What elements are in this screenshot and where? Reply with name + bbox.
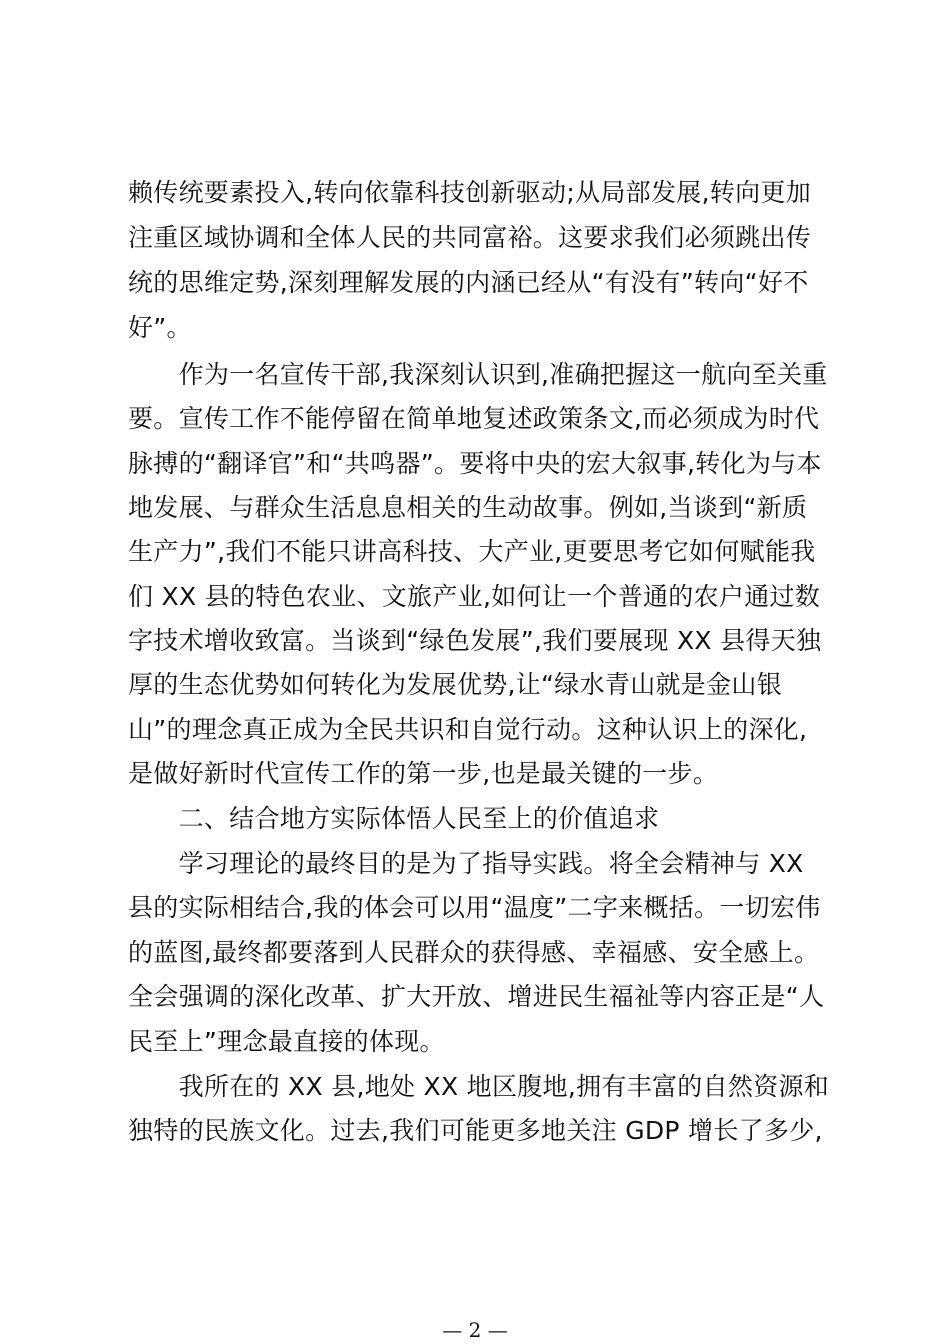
- text-line: 学习理论的最终目的是为了指导实践。将全会精神与 XX: [128, 849, 804, 878]
- text-line: 山”的理念真正成为全民共识和自觉行动。这种认识上的深化,: [128, 715, 808, 744]
- text-line: 独特的民族文化。过去,我们可能更多地关注 GDP 增长了多少,: [128, 1116, 823, 1145]
- text-line: 我所在的 XX 县,地处 XX 地区腹地,拥有丰富的自然资源和: [128, 1072, 830, 1101]
- text-line: 的蓝图,最终都要落到人民群众的获得感、幸福感、安全感上。: [128, 938, 820, 967]
- text-line: 好”。: [128, 313, 192, 342]
- section-heading: 二、结合地方实际体悟人民至上的价值追求: [128, 804, 660, 833]
- text-line: 注重区域协调和全体人民的共同富裕。这要求我们必须跳出传: [128, 223, 812, 252]
- text-line: 赖传统要素投入,转向依靠科技创新驱动;从局部发展,转向更加: [128, 178, 812, 207]
- text-line: 厚的生态优势如何转化为发展优势,让“绿水青山就是金山银: [128, 670, 783, 699]
- text-line: 生产力”,我们不能只讲高科技、大产业,更要思考它如何赋能我: [128, 537, 816, 566]
- text-line: 民至上”理念最直接的体现。: [128, 1027, 445, 1056]
- text-line: 是做好新时代宣传工作的第一步,也是最关键的一步。: [128, 759, 719, 788]
- text-line: 们 XX 县的特色农业、文旅产业,如何让一个普通的农户通过数: [128, 582, 821, 611]
- text-line: 县的实际相结合,我的体会可以用“温度”二字来概括。一切宏伟: [128, 893, 821, 922]
- page-number: — 2 —: [442, 1318, 508, 1342]
- text-line: 统的思维定势,深刻理解发展的内涵已经从“有没有”转向“好不: [128, 268, 809, 297]
- text-line: 脉搏的“翻译官”和“共鸣器”。要将中央的宏大叙事,转化为与本: [128, 449, 822, 478]
- text-line: 全会强调的深化改革、扩大开放、增进民生福祉等内容正是“人: [128, 982, 825, 1011]
- text-line: 字技术增收致富。当谈到“绿色发展”,我们要展现 XX 县得天独: [128, 626, 822, 655]
- text-line: 作为一名宣传干部,我深刻认识到,准确把握这一航向至关重: [128, 360, 828, 389]
- text-line: 地发展、与群众生活息息相关的生动故事。例如,当谈到“新质: [128, 493, 808, 522]
- text-line: 要。宣传工作不能停留在简单地复述政策条文,而必须成为时代: [128, 404, 820, 433]
